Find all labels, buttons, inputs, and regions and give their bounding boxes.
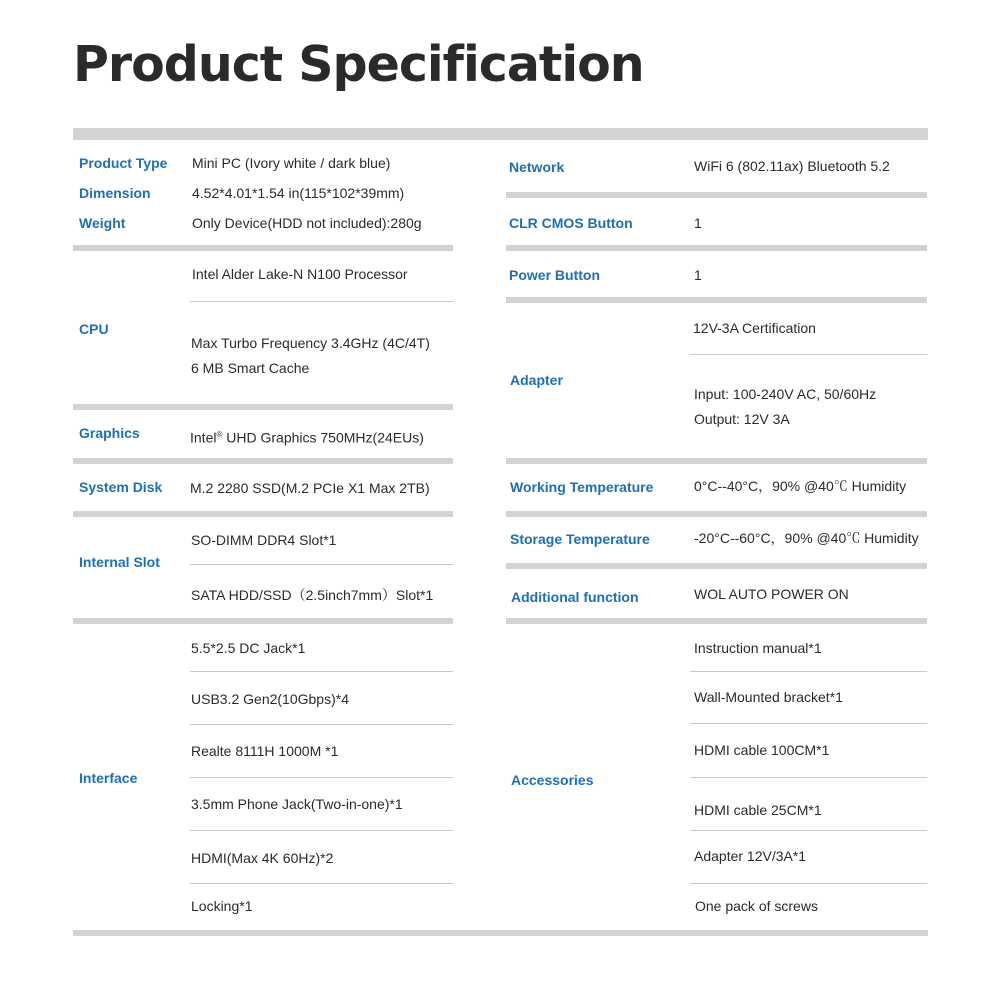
adapter-certification: 12V-3A Certification (693, 320, 816, 336)
internal-slot-item: SO-DIMM DDR4 Slot*1 (191, 532, 337, 548)
divider (73, 404, 453, 410)
interface-item: Realte 8111H 1000M *1 (191, 743, 339, 759)
graphics-value (190, 427, 424, 446)
bottom-divider (73, 930, 928, 936)
subdivider (190, 671, 453, 672)
dimension-label: Dimension (79, 185, 151, 201)
divider (506, 563, 927, 569)
subdivider (190, 564, 453, 565)
accessory-item: Instruction manual*1 (694, 640, 822, 656)
working-temperature-label: Working Temperature (510, 479, 654, 495)
accessory-item: Adapter 12V/3A*1 (694, 848, 807, 864)
accessories-label: Accessories (511, 772, 594, 788)
network-value: WiFi 6 (802.11ax) Bluetooth 5.2 (694, 158, 890, 174)
registered-mark: ® (216, 430, 223, 439)
accessory-item: HDMI cable 25CM*1 (694, 802, 822, 818)
divider (73, 618, 453, 624)
network-label: Network (509, 159, 565, 175)
interface-item: 3.5mm Phone Jack(Two-in-one)*1 (191, 796, 403, 812)
divider (506, 618, 927, 624)
adapter-output: Output: 12V 3A (694, 411, 790, 427)
divider (73, 511, 453, 517)
top-divider (73, 128, 928, 140)
graphics-value-model: UHD Graphics 750MHz(24EUs) (222, 429, 424, 446)
cpu-turbo-value: Max Turbo Frequency 3.4GHz (4C/4T) (191, 335, 430, 351)
divider (506, 245, 927, 251)
divider (506, 511, 927, 517)
cpu-cache-value: 6 MB Smart Cache (191, 360, 310, 376)
clr-cmos-label: CLR CMOS Button (509, 215, 633, 231)
divider (506, 297, 927, 303)
subdivider (690, 354, 927, 355)
storage-temperature-label: Storage Temperature (510, 531, 650, 547)
subdivider (190, 883, 453, 884)
subdivider (690, 671, 927, 672)
accessory-item: One pack of screws (695, 898, 818, 914)
weight-label: Weight (79, 215, 126, 231)
subdivider (690, 830, 927, 831)
graphics-value-brand: Intel (190, 429, 217, 446)
adapter-input: Input: 100-240V AC, 50/60Hz (694, 386, 877, 402)
divider (73, 245, 453, 251)
additional-function-value: WOL AUTO POWER ON (694, 586, 849, 602)
subdivider (690, 883, 927, 884)
power-button-value: 1 (694, 267, 702, 283)
product-type-label: Product Type (79, 155, 168, 171)
system-disk-value: M.2 2280 SSD(M.2 PCIe X1 Max 2TB) (190, 480, 430, 496)
clr-cmos-value: 1 (694, 215, 702, 231)
cpu-label: CPU (79, 321, 109, 337)
subdivider (190, 301, 453, 302)
subdivider (190, 830, 453, 831)
accessory-item: Wall-Mounted bracket*1 (694, 689, 843, 705)
graphics-label: Graphics (79, 425, 140, 441)
internal-slot-item: SATA HDD/SSD（2.5inch7mm）Slot*1 (191, 587, 434, 603)
product-type-value: Mini PC (Ivory white / dark blue) (192, 155, 391, 171)
interface-item: USB3.2 Gen2(10Gbps)*4 (191, 691, 349, 707)
page-title: Product Specification (73, 36, 644, 93)
internal-slot-label: Internal Slot (79, 554, 160, 570)
system-disk-label: System Disk (79, 479, 163, 495)
interface-item: 5.5*2.5 DC Jack*1 (191, 640, 306, 656)
interface-label: Interface (79, 770, 138, 786)
dimension-value: 4.52*4.01*1.54 in(115*102*39mm) (192, 185, 405, 201)
interface-item: HDMI(Max 4K 60Hz)*2 (191, 850, 334, 866)
additional-function-label: Additional function (511, 589, 639, 605)
cpu-processor-value: Intel Alder Lake-N N100 Processor (192, 266, 408, 282)
power-button-label: Power Button (509, 267, 600, 283)
subdivider (190, 777, 453, 778)
working-temperature-value: 0°C--40°C，90% @40℃ Humidity (694, 478, 907, 494)
divider (506, 192, 927, 198)
subdivider (690, 777, 927, 778)
subdivider (690, 723, 927, 724)
accessory-item: HDMI cable 100CM*1 (694, 742, 830, 758)
adapter-label: Adapter (510, 372, 563, 388)
divider (73, 458, 453, 464)
divider (506, 458, 927, 464)
storage-temperature-value: -20°C--60°C，90% @40℃ Humidity (694, 530, 919, 546)
weight-value: Only Device(HDD not included):280g (192, 215, 422, 231)
subdivider (190, 724, 453, 725)
interface-item: Locking*1 (191, 898, 253, 914)
